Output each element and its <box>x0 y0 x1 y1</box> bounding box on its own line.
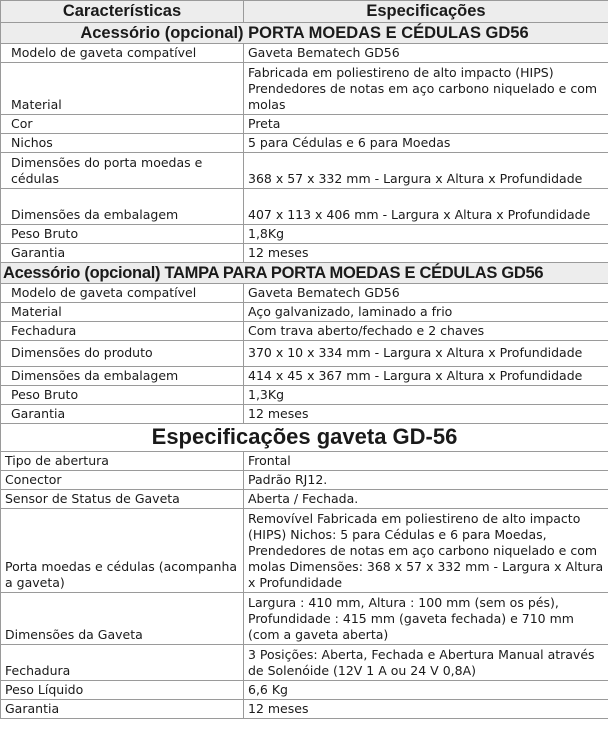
row-label: Nichos <box>1 134 244 153</box>
row-value: Gaveta Bematech GD56 <box>244 44 608 63</box>
header-characteristics: Características <box>1 1 244 23</box>
table-row <box>1 367 608 386</box>
header-specifications: Especificações <box>244 1 608 23</box>
row-value: Preta <box>244 115 608 134</box>
table-row <box>1 322 608 341</box>
section-title-gaveta: Especificações gaveta GD-56 <box>1 424 608 452</box>
row-label: Garantia <box>1 700 244 719</box>
row-label: Peso Líquido <box>1 681 244 700</box>
row-value: Aço galvanizado, laminado a frio <box>244 303 608 322</box>
section-title-row <box>1 424 608 452</box>
row-value: 1,8Kg <box>244 225 608 244</box>
row-label: Cor <box>1 115 244 134</box>
table-row <box>1 645 608 681</box>
row-label: Porta moedas e cédulas (acompanha a gaveta) <box>1 509 244 593</box>
row-label: Dimensões do porta moedas e cédulas <box>1 153 244 189</box>
row-value: 368 x 57 x 332 mm - Largura x Altura x Profundidade <box>244 153 608 189</box>
table-row <box>1 244 608 263</box>
row-value: Com trava aberto/fechado e 2 chaves <box>244 322 608 341</box>
table-row <box>1 490 608 509</box>
row-label: Material <box>1 63 244 115</box>
table-row <box>1 44 608 63</box>
row-label: Garantia <box>1 244 244 263</box>
table-row <box>1 509 608 593</box>
row-value: 1,3Kg <box>244 386 608 405</box>
table-header-row <box>1 1 608 23</box>
table-row <box>1 284 608 303</box>
row-label: Sensor de Status de Gaveta <box>1 490 244 509</box>
table-row <box>1 471 608 490</box>
row-value: 414 x 45 x 367 mm - Largura x Altura x Profundidade <box>244 367 608 386</box>
table-row <box>1 115 608 134</box>
row-value: Largura : 410 mm, Altura : 100 mm (sem os pés), Profundidade : 415 mm (gaveta fechada) e 710 mm (com a gaveta aberta) <box>244 593 608 645</box>
row-label: Modelo de gaveta compatível <box>1 44 244 63</box>
table-row <box>1 153 608 189</box>
table-row <box>1 225 608 244</box>
row-value: Frontal <box>244 452 608 471</box>
row-value: Padrão RJ12. <box>244 471 608 490</box>
row-value: 12 meses <box>244 244 608 263</box>
section-title-row <box>1 23 608 44</box>
row-value: Gaveta Bematech GD56 <box>244 284 608 303</box>
row-value: Aberta / Fechada. <box>244 490 608 509</box>
row-value: Fabricada em poliestireno de alto impacto (HIPS) Prendedores de notas em aço carbono niquelado e com molas <box>244 63 608 115</box>
row-value: 370 x 10 x 334 mm - Largura x Altura x Profundidade <box>244 341 608 367</box>
row-value: Removível Fabricada em poliestireno de alto impacto (HIPS) Nichos: 5 para Cédulas e 6 para Moedas, Prendedores de notas em aço carbono niquelado e com molas Dimensões: 368 x 57 x 332 mm - Largura x Altura x Profundidade <box>244 509 608 593</box>
row-label: Tipo de abertura <box>1 452 244 471</box>
row-label: Peso Bruto <box>1 386 244 405</box>
row-label: Fechadura <box>1 645 244 681</box>
row-label: Conector <box>1 471 244 490</box>
row-value: 3 Posições: Aberta, Fechada e Abertura Manual através de Solenóide (12V 1 A ou 24 V 0,8A) <box>244 645 608 681</box>
section-title-porta-moedas: Acessório (opcional) PORTA MOEDAS E CÉDULAS GD56 <box>1 23 608 44</box>
row-value: 12 meses <box>244 700 608 719</box>
row-value: 6,6 Kg <box>244 681 608 700</box>
table-row <box>1 189 608 225</box>
table-row <box>1 341 608 367</box>
row-label: Peso Bruto <box>1 225 244 244</box>
row-label: Dimensões da embalagem <box>1 367 244 386</box>
row-value: 12 meses <box>244 405 608 424</box>
row-label: Modelo de gaveta compatível <box>1 284 244 303</box>
table-row <box>1 386 608 405</box>
row-label: Garantia <box>1 405 244 424</box>
row-label: Dimensões do produto <box>1 341 244 367</box>
section-title-row <box>1 263 608 284</box>
table-row <box>1 63 608 115</box>
row-label: Material <box>1 303 244 322</box>
table-row <box>1 134 608 153</box>
table-row <box>1 593 608 645</box>
table-row <box>1 303 608 322</box>
table-row <box>1 452 608 471</box>
row-label: Fechadura <box>1 322 244 341</box>
table-row <box>1 681 608 700</box>
row-value: 5 para Cédulas e 6 para Moedas <box>244 134 608 153</box>
row-label: Dimensões da embalagem <box>1 189 244 225</box>
table-row <box>1 405 608 424</box>
row-value: 407 x 113 x 406 mm - Largura x Altura x Profundidade <box>244 189 608 225</box>
row-label: Dimensões da Gaveta <box>1 593 244 645</box>
section-title-tampa: Acessório (opcional) TAMPA PARA PORTA MOEDAS E CÉDULAS GD56 <box>1 263 608 284</box>
table-row <box>1 700 608 719</box>
